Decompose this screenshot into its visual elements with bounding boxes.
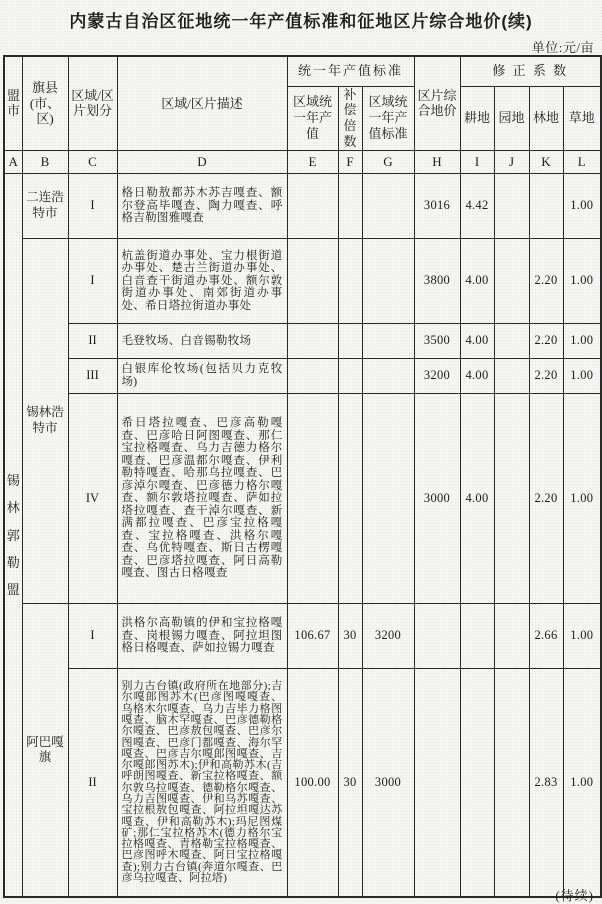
value-cell-l: 1.00 [563,668,601,897]
col-header-forest: 林地 [529,86,563,150]
value-cell-e [287,358,338,393]
desc-cell: 洪格尔高勒镇的伊和宝拉格嘎查、岗根锡力嘎查、阿拉坦图格日格嘎查、萨如拉锡力嘎查 [117,603,287,668]
value-cell-f: 30 [338,668,362,897]
value-cell-j [494,238,529,323]
desc-cell: 希日塔拉嘎查、巴彦高勒嘎查、巴彦哈日阿图嘎查、那仁宝拉格嘎查、乌力吉德力格尔嘎查、巴彦温都尔嘎查、伊利勒特嘎查、哈那乌拉嘎查、巴彦淖尔嘎查、巴彦德力格尔嘎查、额尔敦塔拉嘎查、萨如拉塔拉嘎查、查干淖尔嘎查、新满都拉嘎查、巴彦宝拉格嘎查、宝拉格嘎查、洪格尔嘎查、乌优特嘎查、斯日古楞嘎查、巴彦塔拉嘎查、阿日高勒嘎查、图古日格嘎查 [117,393,287,603]
value-cell-k: 2.20 [529,238,563,323]
land-price-table [3,55,602,898]
table-row [4,238,601,323]
value-cell-j [494,173,529,238]
value-cell-i: 4.00 [460,358,494,393]
zone-cell: II [68,668,117,897]
letter-k: K [529,150,563,173]
table-row [4,393,601,603]
table-row [4,668,601,897]
value-cell-j [494,668,529,897]
col-header-league: 盟市 [4,56,22,150]
value-cell-l: 1.00 [563,323,601,358]
table-row [4,603,601,668]
zone-cell: III [68,358,117,393]
col-header-compensation-multiple: 补偿倍数 [338,86,362,150]
value-cell-h: 3800 [414,238,460,323]
value-cell-g: 3000 [362,668,414,897]
county-cell-xilinhot: 锡林浩特市 [22,238,68,603]
value-cell-i [460,668,494,897]
letter-a: A [4,150,22,173]
table-row [4,173,601,238]
letter-c: C [68,150,117,173]
league-cell: 锡林郭勒盟 [4,173,22,897]
col-header-desc: 区域/区片描述 [117,56,287,150]
zone-cell: II [68,323,117,358]
letter-l: L [563,150,601,173]
value-cell-f: 30 [338,603,362,668]
value-cell-h: 3000 [414,393,460,603]
value-cell-g [362,323,414,358]
value-cell-i: 4.42 [460,173,494,238]
value-cell-g [362,358,414,393]
value-cell-k [529,173,563,238]
value-cell-i: 4.00 [460,238,494,323]
value-cell-i [460,603,494,668]
value-cell-e [287,173,338,238]
column-letter-row [4,150,601,173]
zone-cell: I [68,238,117,323]
value-cell-k: 2.20 [529,393,563,603]
value-cell-k: 2.83 [529,668,563,897]
col-header-grassland: 草地 [563,86,601,150]
letter-i: I [460,150,494,173]
value-cell-e [287,323,338,358]
value-cell-g [362,173,414,238]
table-row [4,358,601,393]
desc-cell: 格日勒敖都苏木苏吉嘎查、额尔登高毕嘎查、陶力嘎查、呼格吉勒图雅嘎查 [117,173,287,238]
value-cell-f [338,173,362,238]
value-cell-j [494,358,529,393]
value-cell-l: 1.00 [563,358,601,393]
letter-g: G [362,150,414,173]
table-row [4,323,601,358]
county-cell-erenhot: 二连浩特市 [22,173,68,238]
letter-f: F [338,150,362,173]
value-cell-f [338,238,362,323]
col-header-regional-output: 区域统一年产值 [287,86,338,150]
zone-cell: IV [68,393,117,603]
value-cell-k: 2.20 [529,358,563,393]
col-group-correction-factors: 修 正 系 数 [460,56,601,86]
value-cell-h: 3016 [414,173,460,238]
desc-cell: 杭盖街道办事处、宝力根街道办事处、楚古兰街道办事处、白音查干街道办事处、额尔敦街道办事处、南郊街道办事处、希日塔拉街道办事处 [117,238,287,323]
value-cell-i: 4.00 [460,323,494,358]
col-header-zone: 区域/区片划分 [68,56,117,150]
value-cell-l: 1.00 [563,393,601,603]
value-cell-i: 4.00 [460,393,494,603]
county-cell-abag: 阿巴嘎旗 [22,603,68,897]
col-header-comprehensive-price: 区片综合地价 [414,56,460,150]
desc-cell: 毛登牧场、白音锡勒牧场 [117,323,287,358]
value-cell-h: 3200 [414,358,460,393]
page-title: 内蒙古自治区征地统一年产值标准和征地区片综合地价(续) [69,12,533,31]
desc-cell: 别力古台镇(政府所在地部分);吉尔嘎郎图苏木(巴彦图嘎嘎查、乌格木尔嘎查、乌力吉毕力格图嘎查、脑木罕嘎查、巴彦德勒格尔嘎查、巴彦敖包嘎查、巴彦尔图嘎查、巴彦门都嘎查、海尔罕嘎查、巴彦吉尔嘎郎图嘎查、吉尔嘎郎图苏木);伊和高勒苏木(吉呼朗图嘎查、新宝拉格嘎查、额尔敦乌拉嘎查、德勒格尔嘎查、乌力吉图嘎查、伊和乌苏嘎查、宝拉根敖包嘎查、阿拉坦嘎达苏嘎查、伊和高勒苏木);玛尼图煤矿;那仁宝拉格苏木(德力格尔宝拉格嘎查、青格勒宝拉格嘎查、巴彦图呼木嘎查、阿日宝拉格嘎查);别力古台镇(奔道尔嘎查、巴彦乌拉嘎查、阿拉塔) [117,668,287,897]
letter-j: J [494,150,529,173]
letter-h: H [414,150,460,173]
value-cell-f [338,323,362,358]
letter-e: E [287,150,338,173]
desc-cell: 白银库伦牧场(包括贝力克牧场) [117,358,287,393]
col-header-county: 旗县(市、区) [22,56,68,150]
value-cell-k: 2.20 [529,323,563,358]
value-cell-h: 3500 [414,323,460,358]
value-cell-g [362,238,414,323]
value-cell-g: 3200 [362,603,414,668]
value-cell-k: 2.66 [529,603,563,668]
value-cell-f [338,358,362,393]
value-cell-j [494,323,529,358]
col-group-output-standard: 统一年产值标准 [287,56,414,86]
value-cell-e: 106.67 [287,603,338,668]
value-cell-j [494,393,529,603]
col-header-farmland: 耕地 [460,86,494,150]
zone-cell: I [68,173,117,238]
value-cell-l: 1.00 [563,603,601,668]
zone-cell: I [68,603,117,668]
unit-note: 单位:元/亩 [531,40,594,55]
col-header-output-standard: 区域统一年产值标准 [362,86,414,150]
value-cell-h [414,603,460,668]
continuation-note: (待续) [555,888,594,903]
value-cell-e [287,393,338,603]
value-cell-l: 1.00 [563,173,601,238]
value-cell-l: 1.00 [563,238,601,323]
value-cell-e: 100.00 [287,668,338,897]
value-cell-e [287,238,338,323]
value-cell-f [338,393,362,603]
value-cell-h [414,668,460,897]
letter-d: D [117,150,287,173]
col-header-garden: 园地 [494,86,529,150]
value-cell-g [362,393,414,603]
letter-b: B [22,150,68,173]
value-cell-j [494,603,529,668]
